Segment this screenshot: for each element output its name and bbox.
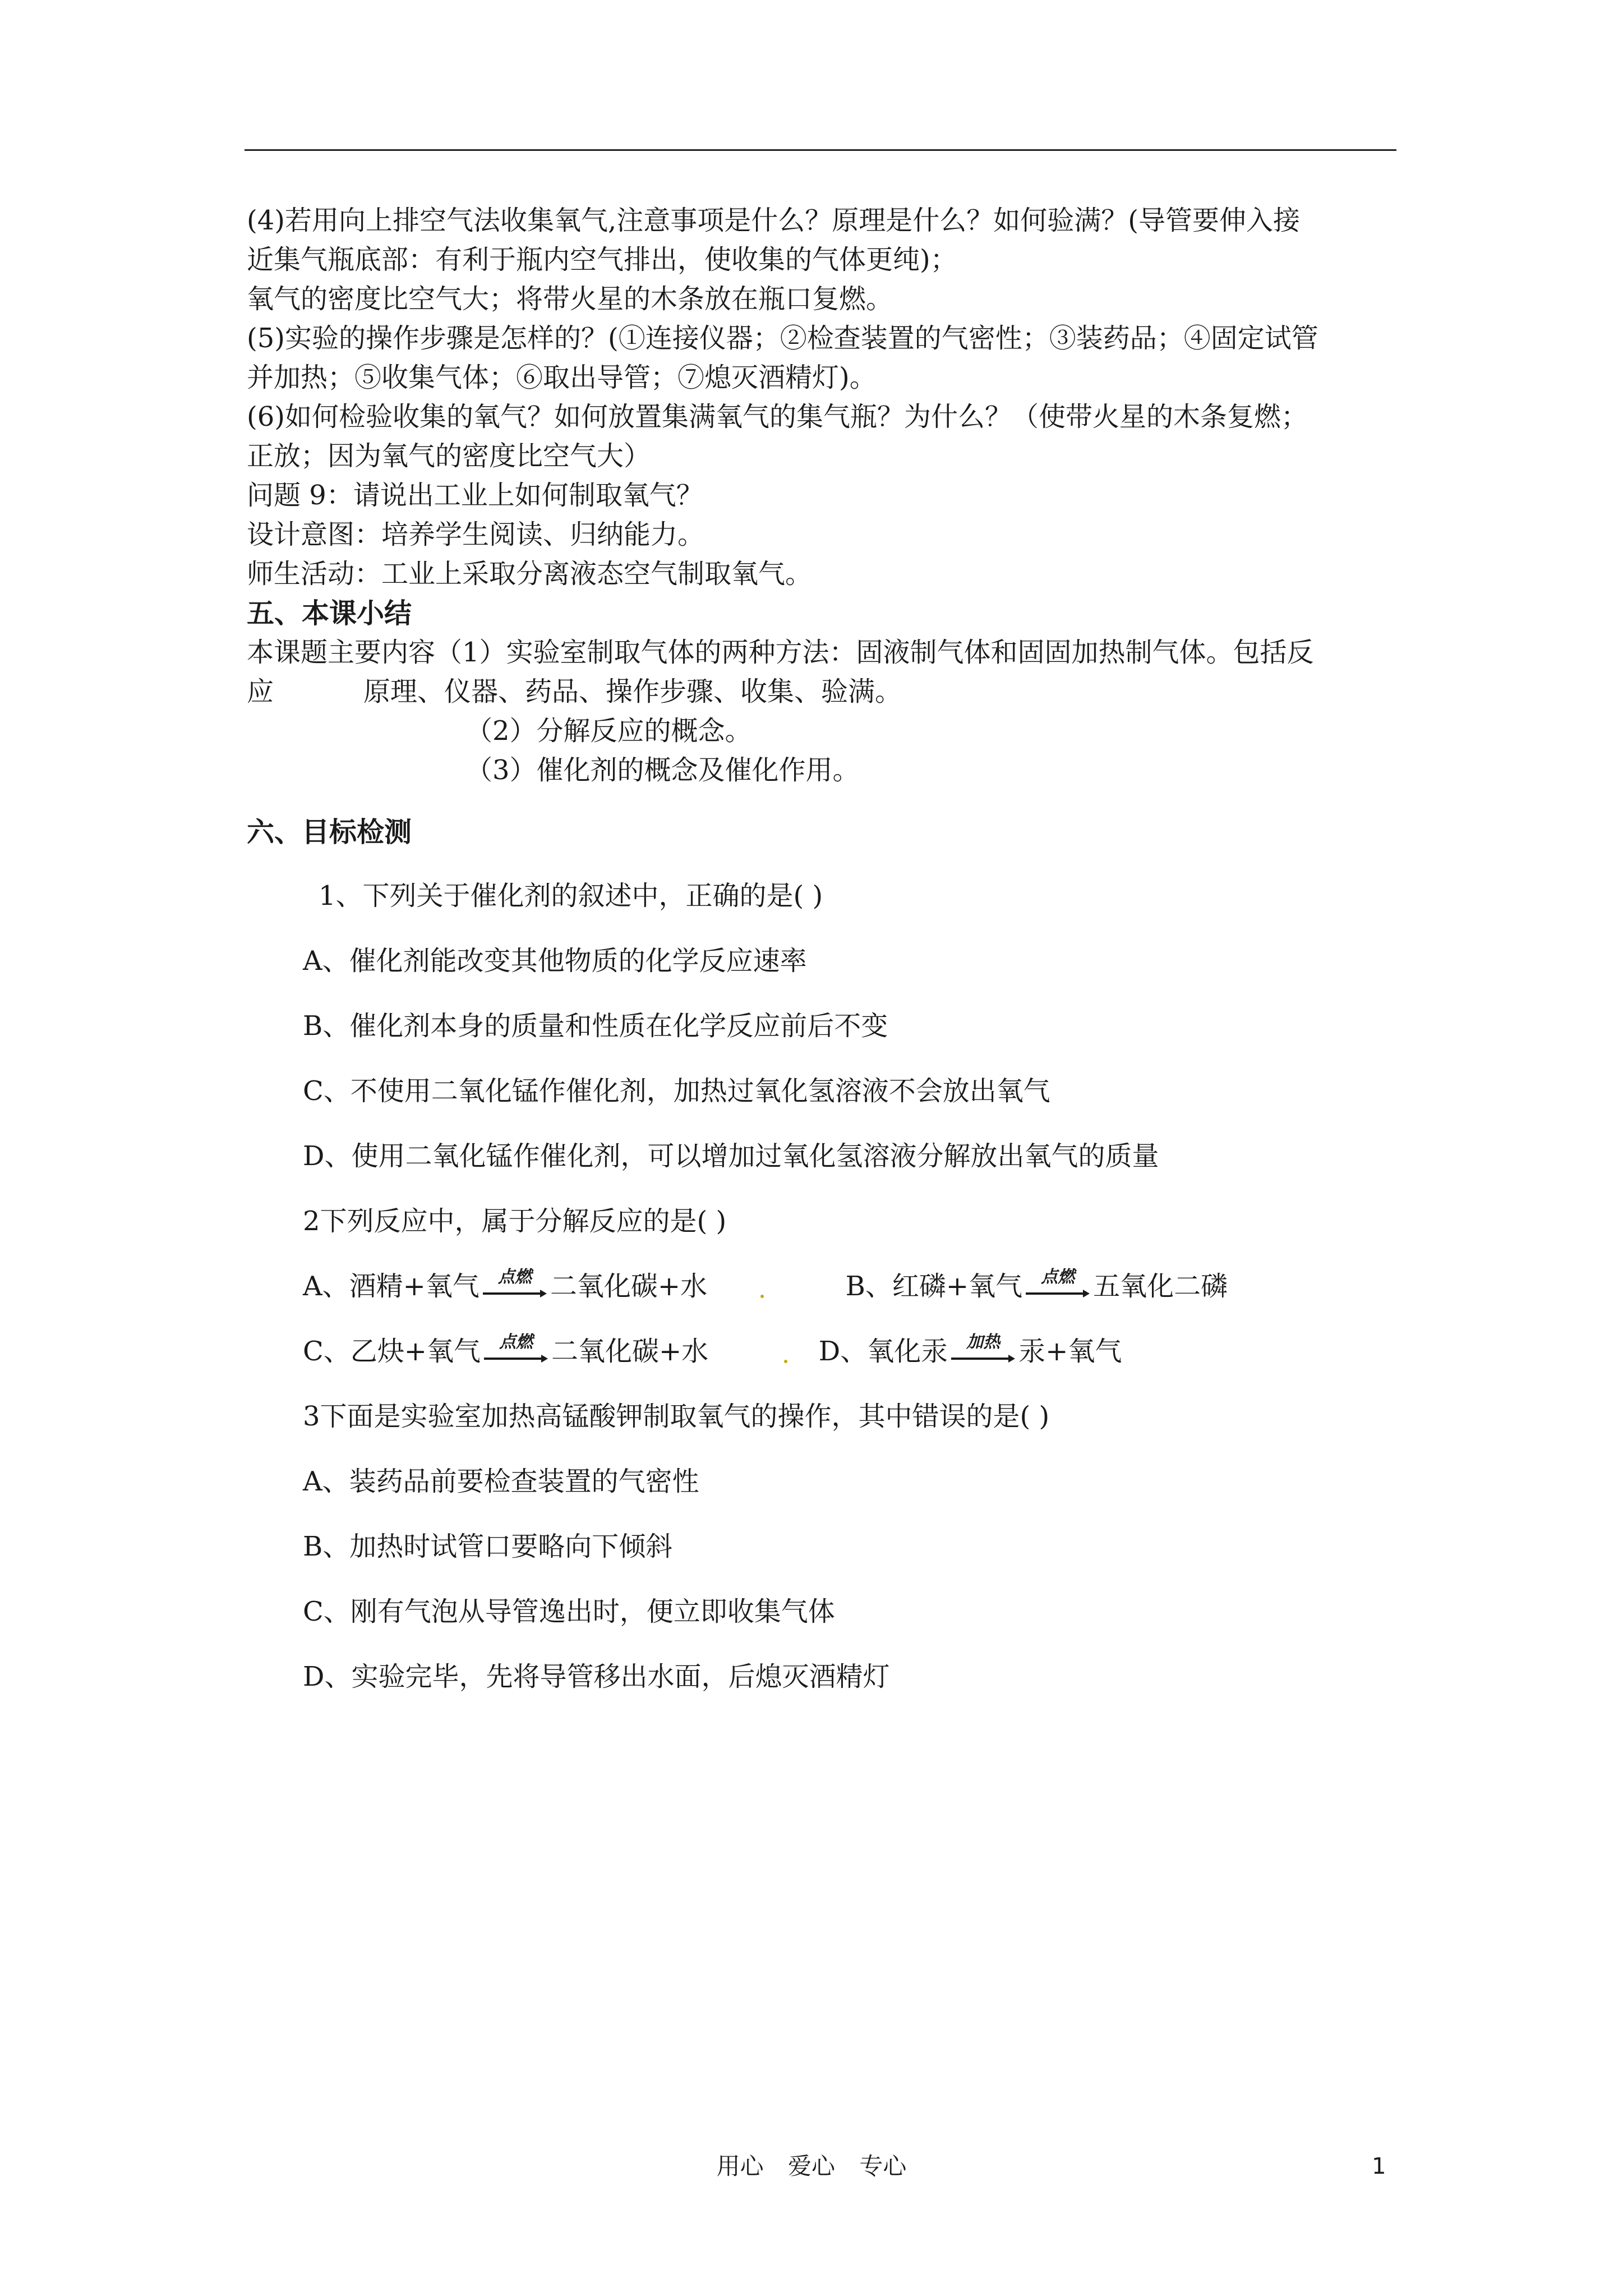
- question-3-option: A、装药品前要检查装置的气密性: [303, 1466, 699, 1497]
- reaction-arrow: [950, 1332, 1016, 1371]
- arrow-icon: [482, 1288, 548, 1299]
- mark-dot: [784, 1360, 787, 1363]
- reaction-condition: 加热: [966, 1332, 1000, 1352]
- equation-products: 汞+氧气: [1018, 1336, 1122, 1367]
- reaction-condition: 点燃: [497, 1267, 532, 1287]
- reaction-arrow: [482, 1267, 548, 1306]
- question-1-option: D、使用二氧化锰作催化剂，可以增加过氧化氢溶液分解放出氧气的质量: [303, 1140, 1159, 1172]
- body-line: 设计意图：培养学生阅读、归纳能力。: [247, 519, 705, 550]
- reaction-condition: 点燃: [1041, 1267, 1075, 1287]
- footer-motto: 用心 爱心 专心: [716, 2152, 907, 2180]
- body-line: (4)若用向上排空气法收集氧气,注意事项是什么？原理是什么？如何验满？(导管要伸入接: [247, 205, 1300, 236]
- question-1-stem: 1、下列关于催化剂的叙述中，正确的是( ): [319, 880, 823, 912]
- summary-item: （3）催化剂的概念及催化作用。: [465, 754, 860, 786]
- equation-products: 二氧化碳+水: [551, 1336, 709, 1367]
- question-3-option: B、加热时试管口要略向下倾斜: [303, 1531, 673, 1562]
- page-number: 1: [1372, 2154, 1386, 2179]
- question-3-stem: 3下面是实验室加热高锰酸钾制取氧气的操作，其中错误的是( ): [303, 1401, 1050, 1432]
- question-3-option: D、实验完毕，先将导管移出水面，后熄灭酒精灯: [303, 1661, 890, 1692]
- body-line: 近集气瓶底部：有利于瓶内空气排出，使收集的气体更纯)；: [247, 244, 957, 275]
- header-rule: [245, 149, 1396, 151]
- summary-line: [247, 672, 1396, 711]
- summary-item: （2）分解反应的概念。: [465, 715, 752, 747]
- question-2-row: [247, 1267, 1396, 1306]
- reaction-arrow: [483, 1332, 549, 1371]
- equation-products: 二氧化碳+水: [550, 1271, 708, 1302]
- equation-products: 五氧化二磷: [1093, 1271, 1228, 1302]
- summary-line: 本课题主要内容（1）实验室制取气体的两种方法：固液制气体和固固加热制气体。包括反: [247, 637, 1314, 668]
- question-2-row: [247, 1332, 1396, 1371]
- question-2-option-b: [846, 1267, 1228, 1306]
- equation-reactants: A、酒精+氧气: [303, 1271, 479, 1302]
- mark-dot: [760, 1295, 764, 1298]
- body-line: 问题 9：请说出工业上如何制取氧气？: [247, 480, 703, 511]
- reaction-arrow: [1025, 1267, 1091, 1306]
- document-body: [247, 201, 1396, 1696]
- question-1-option: A、催化剂能改变其他物质的化学反应速率: [303, 945, 807, 977]
- question-2-option-a: [303, 1267, 707, 1306]
- question-2-option-d: [819, 1332, 1122, 1371]
- body-line: (6)如何检验收集的氧气？如何放置集满氧气的集气瓶？为什么？（使带火星的木条复燃；: [247, 401, 1308, 432]
- arrow-icon: [1025, 1288, 1091, 1299]
- body-line: 并加热；⑤收集气体；⑥取出导管；⑦熄灭酒精灯)。: [247, 362, 877, 393]
- reaction-condition: 点燃: [499, 1332, 533, 1352]
- body-line: 师生活动：工业上采取分离液态空气制取氧气。: [247, 558, 813, 590]
- equation-reactants: D、氧化汞: [818, 1336, 948, 1367]
- question-2-option-c: [303, 1332, 708, 1371]
- question-3-option: C、刚有气泡从导管逸出时，便立即收集气体: [303, 1596, 835, 1627]
- summary-line-start: 应: [247, 676, 274, 707]
- summary-line-rest: 原理、仪器、药品、操作步骤、收集、验满。: [363, 676, 902, 707]
- arrow-icon: [483, 1353, 549, 1364]
- body-line: 正放；因为氧气的密度比空气大）: [247, 440, 651, 472]
- section-heading-test: 六、目标检测: [247, 816, 412, 848]
- section-heading-summary: 五、本课小结: [247, 597, 412, 629]
- arrow-icon: [950, 1353, 1016, 1364]
- question-1-option: B、催化剂本身的质量和性质在化学反应前后不变: [303, 1010, 888, 1042]
- body-line: (5)实验的操作步骤是怎样的？(①连接仪器；②检查装置的气密性；③装药品；④固定试管: [247, 323, 1318, 354]
- question-2-stem: 2下列反应中，属于分解反应的是( ): [303, 1205, 727, 1237]
- body-line: 氧气的密度比空气大；将带火星的木条放在瓶口复燃。: [247, 283, 893, 315]
- equation-reactants: B、红磷+氧气: [845, 1271, 1023, 1302]
- question-1-option: C、不使用二氧化锰作催化剂，加热过氧化氢溶液不会放出氧气: [303, 1075, 1050, 1107]
- equation-reactants: C、乙炔+氧气: [303, 1336, 481, 1367]
